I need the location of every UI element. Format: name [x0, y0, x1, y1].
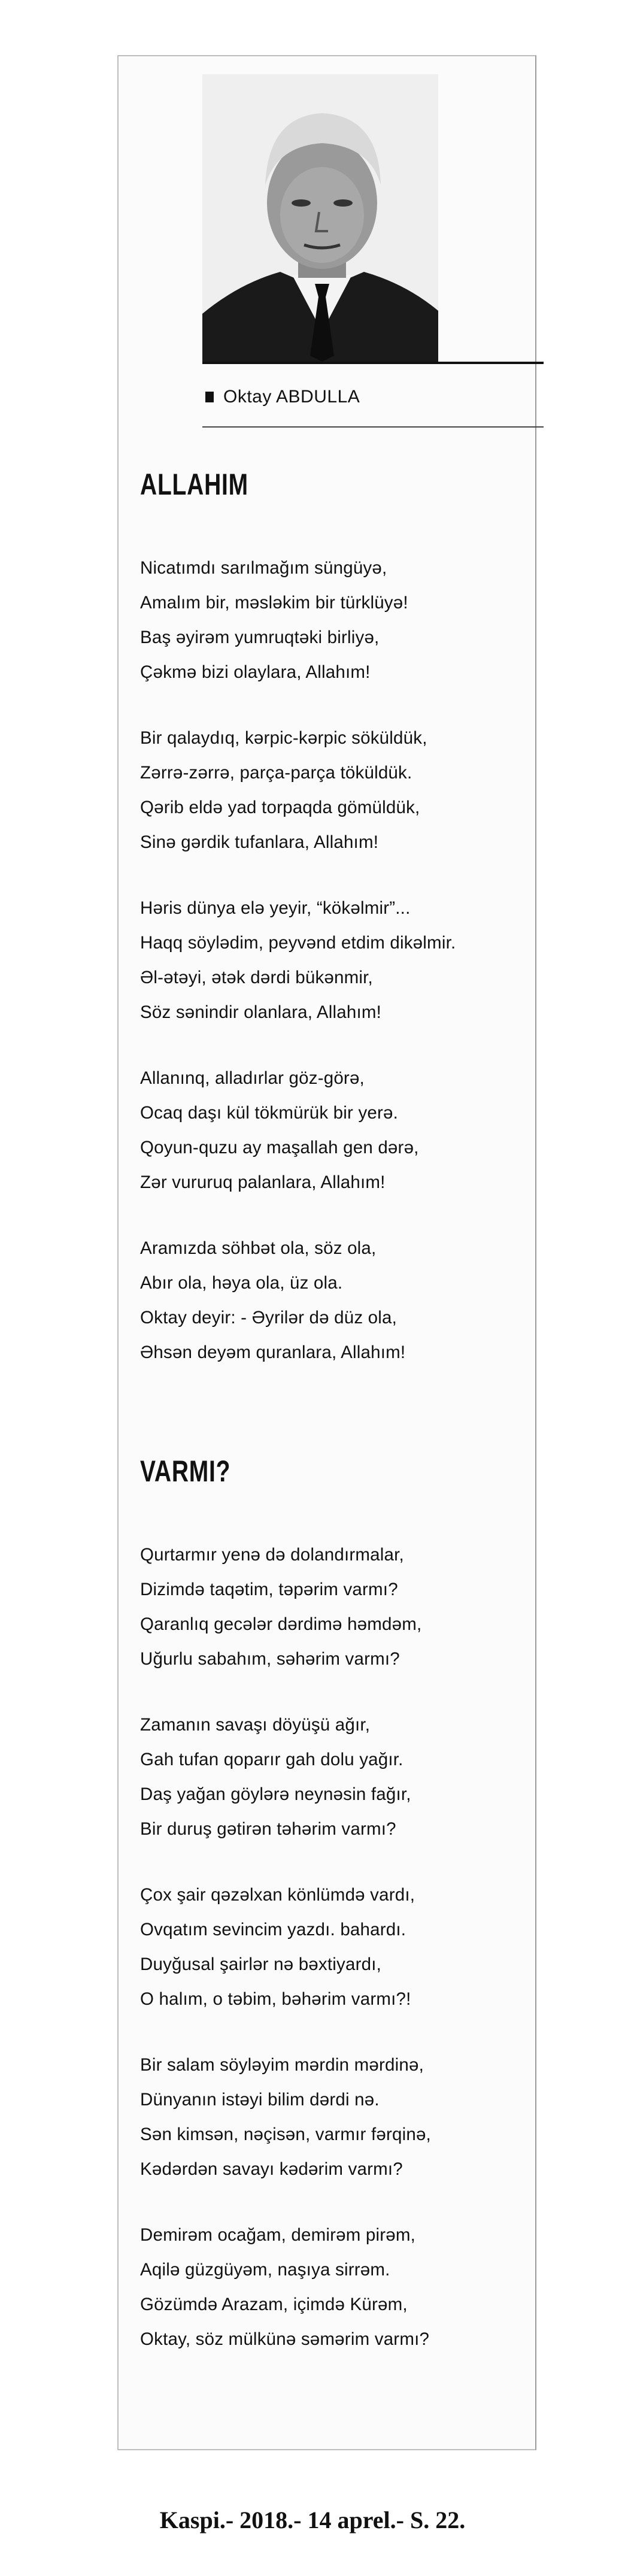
poem-line: Baş əyirəm yumruqtəki birliyə,	[140, 628, 380, 647]
poem-line: Zamanın savaşı döyüşü ağır,	[140, 1715, 371, 1735]
poem-line: Haqq söylədim, peyvənd etdim dikəlmir.	[140, 933, 456, 953]
poem-line: Kədərdən savayı kədərim varmı?	[140, 2159, 403, 2179]
stanza	[140, 2218, 523, 2357]
poem-line: Sən kimsən, nəçisən, varmır fərqinə,	[140, 2125, 431, 2144]
poem-line: Uğurlu sabahım, səhərim varmı?	[140, 1649, 400, 1669]
stanza	[140, 1538, 523, 1677]
poem-line: Qaranlıq gecələr dərdimə həmdəm,	[140, 1614, 422, 1634]
poem-line: Sinə gərdik tufanlara, Allahım!	[140, 832, 379, 852]
byline-rule	[202, 426, 544, 428]
stanza	[140, 1878, 523, 2017]
poem-line: Qurtarmır yenə də dolandırmalar,	[140, 1545, 404, 1565]
poem-line: Aqilə güzgüyəm, naşıya sirrəm.	[140, 2260, 390, 2280]
poem-line: Daş yağan göylərə neynəsin fağır,	[140, 1784, 411, 1804]
poem-line: Zərrə-zərrə, parça-parça töküldük.	[140, 763, 412, 783]
poem-line: Allanınq, alladırlar göz-görə,	[140, 1068, 365, 1088]
poem-line: Amalım bir, məsləkim bir türklüyə!	[140, 593, 408, 613]
stanza	[140, 1231, 523, 1370]
byline	[205, 387, 360, 407]
poem-line: Əl-ətəyi, ətək dərdi bükənmir,	[140, 968, 373, 987]
poem-line: Gah tufan qoparır gah dolu yağır.	[140, 1750, 403, 1769]
stanza	[140, 551, 523, 690]
stanza	[140, 1061, 523, 1200]
stanza	[140, 2048, 523, 2187]
author-name: Oktay ABDULLA	[223, 387, 360, 407]
newspaper-clipping	[117, 55, 536, 2450]
poem-line: Söz sənindir olanlara, Allahım!	[140, 1002, 382, 1022]
poem-line: Bir qalaydıq, kərpic-kərpic söküldük,	[140, 728, 427, 748]
poem-allahim	[140, 469, 523, 1401]
photo-bottom-rule	[202, 362, 544, 364]
poem-line: Bir salam söyləyim mərdin mərdinə,	[140, 2055, 424, 2075]
poem-line: Çəkmə bizi olaylara, Allahım!	[140, 662, 371, 682]
author-portrait-image	[202, 74, 438, 362]
poem-line: Oktay deyir: - Əyrilər də düz ola,	[140, 1308, 398, 1328]
poem-title: ALLAHIM	[140, 468, 248, 501]
poem-line: Dünyanın istəyi bilim dərdi nə.	[140, 2090, 380, 2110]
poem-line: Demirəm ocağam, demirəm pirəm,	[140, 2225, 416, 2245]
poem-line: Ovqatım sevincim yazdı. bahardı.	[140, 1920, 406, 1939]
poem-line: Dizimdə taqətim, təpərim varmı?	[140, 1580, 398, 1599]
byline-marker	[205, 392, 214, 402]
poem-line: Aramızda söhbət ola, söz ola,	[140, 1238, 377, 1258]
poem-title: VARMI?	[140, 1454, 231, 1488]
poem-line: Nicatımdı sarılmağım süngüyə,	[140, 558, 387, 578]
poem-line: O halım, o təbim, bəhərim varmı?!	[140, 1989, 411, 2009]
poem-line: Qoyun-quzu ay maşallah gen dərə,	[140, 1138, 419, 1157]
poem-line: Ocaq daşı kül tökmürük bir yerə.	[140, 1103, 399, 1123]
poem-line: Gözümdə Arazam, içimdə Kürəm,	[140, 2295, 408, 2314]
source-caption: Kaspi.- 2018.- 14 aprel.- S. 22.	[159, 2507, 466, 2533]
poem-line: Zər vururuq palanlara, Allahım!	[140, 1172, 386, 1192]
poem-line: Oktay, söz mülkünə səmərim varmı?	[140, 2329, 430, 2349]
stanza	[140, 721, 523, 860]
poem-line: Əhsən deyəm quranlara, Allahım!	[140, 1342, 406, 1362]
poem-line: Həris dünya elə yeyir, “kökəlmir”...	[140, 898, 411, 918]
poem-line: Duyğusal şairlər nə bəxtiyardı,	[140, 1954, 381, 1974]
poem-line: Çox şair qəzəlxan könlümdə vardı,	[140, 1885, 415, 1905]
poem-line: Qərib eldə yad torpaqda gömüldük,	[140, 798, 420, 817]
stanza	[140, 1708, 523, 1847]
author-photo	[202, 74, 438, 362]
stanza	[140, 891, 523, 1030]
poem-varmi	[140, 1456, 523, 2388]
poem-line: Abır ola, həya ola, üz ola.	[140, 1273, 343, 1293]
poem-line: Bir duruş gətirən təhərim varmı?	[140, 1819, 396, 1839]
